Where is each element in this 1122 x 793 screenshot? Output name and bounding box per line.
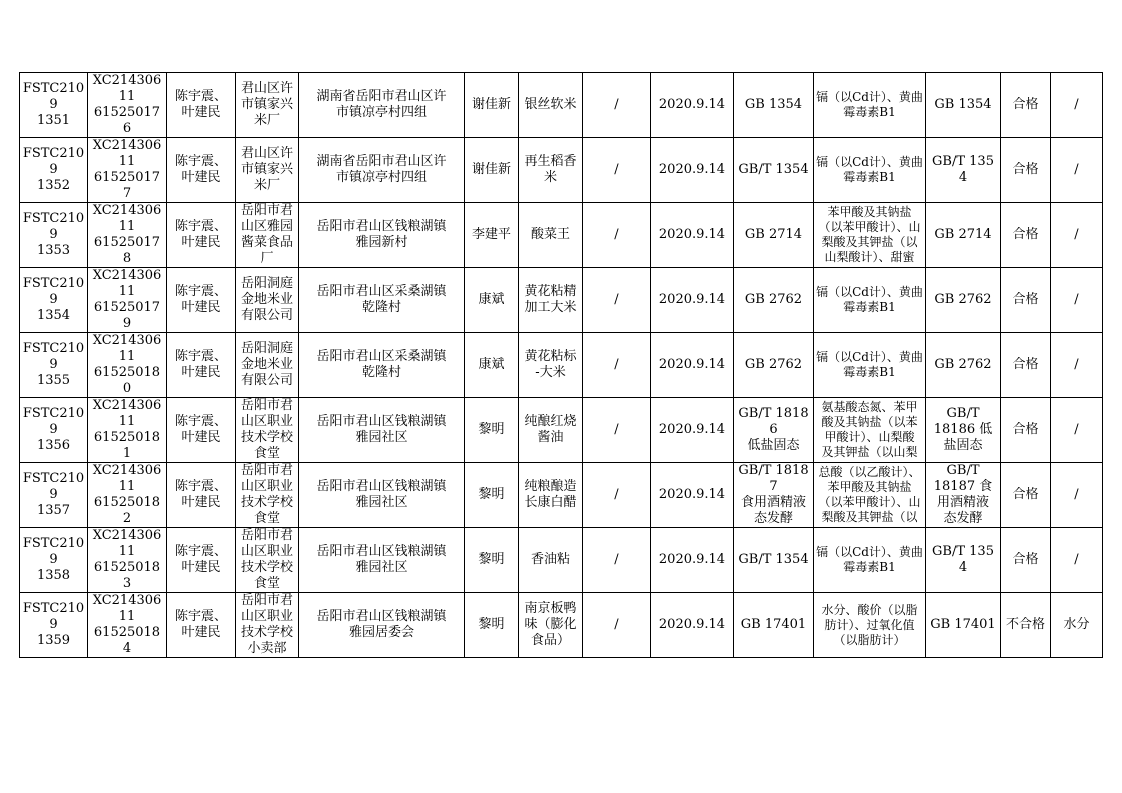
result-cell-text: 合格 bbox=[1012, 422, 1039, 437]
failed-item-cell-text: / bbox=[1074, 97, 1079, 112]
date-cell-text: 2020.9.14 bbox=[658, 292, 726, 307]
date-cell bbox=[651, 73, 734, 138]
sampler-cell bbox=[167, 138, 236, 203]
spec-cell bbox=[583, 333, 651, 398]
owner-cell bbox=[465, 73, 519, 138]
spec-cell-text: / bbox=[614, 617, 619, 632]
report-number-cell-text: FSTC2109 1355 bbox=[22, 341, 85, 388]
date-cell bbox=[651, 138, 734, 203]
report-number-cell-text: FSTC2109 1359 bbox=[22, 601, 85, 648]
report-number-cell bbox=[20, 333, 88, 398]
date-cell-text: 2020.9.14 bbox=[658, 617, 726, 632]
report-number-cell-text: FSTC2109 1351 bbox=[22, 81, 85, 128]
result-cell-text: 合格 bbox=[1012, 357, 1039, 372]
judgement-basis-cell-text: GB 2762 bbox=[934, 292, 992, 307]
test-items-cell bbox=[814, 268, 926, 333]
date-cell-text: 2020.9.14 bbox=[658, 227, 726, 242]
company-cell bbox=[236, 528, 299, 593]
owner-cell bbox=[465, 268, 519, 333]
product-cell bbox=[519, 203, 583, 268]
sampler-cell-text: 陈宇震、 叶建民 bbox=[174, 284, 227, 315]
sampler-cell bbox=[167, 333, 236, 398]
result-cell bbox=[1001, 528, 1051, 593]
spec-cell bbox=[583, 593, 651, 658]
report-number-cell-text: FSTC2109 1358 bbox=[22, 536, 85, 583]
result-cell-text: 合格 bbox=[1012, 292, 1039, 307]
standard-cell bbox=[734, 73, 814, 138]
address-cell-text: 岳阳市君山区钱粮湖镇 雅园居委会 bbox=[316, 609, 447, 640]
company-cell bbox=[236, 268, 299, 333]
judgement-basis-cell bbox=[926, 593, 1001, 658]
sample-id-cell bbox=[88, 398, 167, 463]
spec-cell-text: / bbox=[614, 357, 619, 372]
date-cell-text: 2020.9.14 bbox=[658, 97, 726, 112]
address-cell bbox=[299, 528, 465, 593]
standard-cell bbox=[734, 463, 814, 528]
judgement-basis-cell bbox=[926, 463, 1001, 528]
report-number-cell-text: FSTC2109 1353 bbox=[22, 211, 85, 258]
spec-cell bbox=[583, 73, 651, 138]
test-items-cell bbox=[814, 333, 926, 398]
report-number-cell bbox=[20, 268, 88, 333]
result-cell-text: 不合格 bbox=[1005, 617, 1045, 632]
standard-cell-text: GB 2762 bbox=[744, 292, 803, 307]
result-cell-text: 合格 bbox=[1012, 227, 1039, 242]
test-items-cell-text: 水分、酸价（以脂 肪计）、过氧化值 （以脂肪计） bbox=[821, 602, 918, 647]
result-cell bbox=[1001, 333, 1051, 398]
standard-cell bbox=[734, 268, 814, 333]
address-cell-text: 岳阳市君山区钱粮湖镇 雅园社区 bbox=[316, 414, 447, 445]
failed-item-cell bbox=[1051, 528, 1103, 593]
product-cell bbox=[519, 398, 583, 463]
product-cell bbox=[519, 73, 583, 138]
date-cell-text: 2020.9.14 bbox=[658, 552, 726, 567]
spec-cell-text: / bbox=[614, 422, 619, 437]
company-cell bbox=[236, 138, 299, 203]
table-row bbox=[20, 333, 1103, 398]
judgement-basis-cell-text: GB/T 18186 低 盐固态 bbox=[933, 406, 993, 453]
failed-item-cell bbox=[1051, 398, 1103, 463]
sample-id-cell-text: XC21430611 615250184 bbox=[92, 593, 162, 656]
sampler-cell-text: 陈宇震、 叶建民 bbox=[174, 219, 227, 250]
table-row bbox=[20, 463, 1103, 528]
standard-cell-text: GB 2714 bbox=[744, 227, 803, 242]
sample-id-cell-text: XC21430611 615250181 bbox=[92, 398, 162, 461]
failed-item-cell-text: / bbox=[1074, 422, 1079, 437]
judgement-basis-cell bbox=[926, 268, 1001, 333]
failed-item-cell bbox=[1051, 73, 1103, 138]
date-cell-text: 2020.9.14 bbox=[658, 422, 726, 437]
spec-cell bbox=[583, 463, 651, 528]
failed-item-cell bbox=[1051, 203, 1103, 268]
address-cell-text: 岳阳市君山区采桑湖镇 乾隆村 bbox=[316, 284, 447, 315]
owner-cell-text: 黎明 bbox=[478, 422, 505, 437]
table-row bbox=[20, 528, 1103, 593]
company-cell-text: 岳阳市君 山区职业 技术学校 食堂 bbox=[240, 398, 293, 461]
failed-item-cell bbox=[1051, 463, 1103, 528]
sample-id-cell bbox=[88, 528, 167, 593]
test-items-cell-text: 镉（以Cd计）、黄曲 霉毒素B1 bbox=[816, 350, 923, 379]
company-cell-text: 岳阳市君 山区职业 技术学校 食堂 bbox=[240, 463, 293, 526]
judgement-basis-cell-text: GB 2714 bbox=[934, 227, 992, 242]
judgement-basis-cell bbox=[926, 73, 1001, 138]
product-cell bbox=[519, 333, 583, 398]
report-number-cell-text: FSTC2109 1357 bbox=[22, 471, 85, 518]
spec-cell-text: / bbox=[614, 162, 619, 177]
company-cell-text: 岳阳市君 山区职业 技术学校 食堂 bbox=[240, 528, 293, 591]
failed-item-cell-text: / bbox=[1074, 357, 1079, 372]
owner-cell-text: 黎明 bbox=[478, 552, 505, 567]
judgement-basis-cell bbox=[926, 398, 1001, 463]
date-cell bbox=[651, 268, 734, 333]
report-number-cell-text: FSTC2109 1352 bbox=[22, 146, 85, 193]
address-cell bbox=[299, 593, 465, 658]
product-cell-text: 再生稻香 米 bbox=[524, 154, 577, 185]
product-cell-text: 银丝软米 bbox=[524, 97, 577, 112]
judgement-basis-cell-text: GB 1354 bbox=[934, 97, 992, 112]
result-cell bbox=[1001, 268, 1051, 333]
product-cell-text: 香油粘 bbox=[530, 552, 570, 567]
address-cell bbox=[299, 463, 465, 528]
owner-cell-text: 黎明 bbox=[478, 617, 505, 632]
address-cell bbox=[299, 333, 465, 398]
address-cell bbox=[299, 398, 465, 463]
judgement-basis-cell bbox=[926, 138, 1001, 203]
result-cell bbox=[1001, 203, 1051, 268]
address-cell-text: 湖南省岳阳市君山区许 市镇凉亭村四组 bbox=[316, 154, 447, 185]
owner-cell bbox=[465, 593, 519, 658]
test-items-cell bbox=[814, 73, 926, 138]
company-cell-text: 岳阳洞庭 金地米业 有限公司 bbox=[240, 341, 293, 388]
address-cell bbox=[299, 138, 465, 203]
sampler-cell-text: 陈宇震、 叶建民 bbox=[174, 154, 227, 185]
sample-id-cell-text: XC21430611 615250183 bbox=[92, 528, 162, 591]
test-items-cell bbox=[814, 203, 926, 268]
company-cell bbox=[236, 593, 299, 658]
product-cell bbox=[519, 268, 583, 333]
sampler-cell bbox=[167, 528, 236, 593]
failed-item-cell bbox=[1051, 268, 1103, 333]
test-items-cell bbox=[814, 463, 926, 528]
report-number-cell bbox=[20, 528, 88, 593]
inspection-results-table bbox=[19, 72, 1103, 658]
sample-id-cell-text: XC21430611 615250177 bbox=[92, 138, 162, 201]
owner-cell-text: 康斌 bbox=[478, 292, 505, 307]
spec-cell bbox=[583, 268, 651, 333]
sample-id-cell bbox=[88, 268, 167, 333]
address-cell-text: 岳阳市君山区采桑湖镇 乾隆村 bbox=[316, 349, 447, 380]
report-number-cell bbox=[20, 463, 88, 528]
owner-cell-text: 谢佳新 bbox=[471, 162, 511, 177]
table-row bbox=[20, 73, 1103, 138]
address-cell-text: 岳阳市君山区钱粮湖镇 雅园社区 bbox=[316, 544, 447, 575]
sampler-cell-text: 陈宇震、 叶建民 bbox=[174, 609, 227, 640]
judgement-basis-cell bbox=[926, 333, 1001, 398]
standard-cell bbox=[734, 203, 814, 268]
report-number-cell bbox=[20, 398, 88, 463]
address-cell bbox=[299, 268, 465, 333]
report-number-cell bbox=[20, 593, 88, 658]
company-cell-text: 君山区许 市镇家兴 米厂 bbox=[240, 146, 293, 193]
failed-item-cell-text: / bbox=[1074, 162, 1079, 177]
spec-cell-text: / bbox=[614, 292, 619, 307]
standard-cell-text: GB/T 1354 bbox=[738, 162, 809, 177]
product-cell bbox=[519, 138, 583, 203]
sample-id-cell-text: XC21430611 615250178 bbox=[92, 203, 162, 266]
report-number-cell bbox=[20, 73, 88, 138]
owner-cell bbox=[465, 463, 519, 528]
failed-item-cell bbox=[1051, 138, 1103, 203]
sample-id-cell-text: XC21430611 615250179 bbox=[92, 268, 162, 331]
standard-cell bbox=[734, 398, 814, 463]
product-cell bbox=[519, 463, 583, 528]
report-number-cell-text: FSTC2109 1354 bbox=[22, 276, 85, 323]
sample-id-cell bbox=[88, 138, 167, 203]
test-items-cell-text: 镉（以Cd计）、黄曲 霉毒素B1 bbox=[816, 155, 923, 184]
sampler-cell-text: 陈宇震、 叶建民 bbox=[174, 544, 227, 575]
test-items-cell bbox=[814, 528, 926, 593]
product-cell-text: 南京板鸭 味（膨化 食品） bbox=[524, 601, 577, 648]
test-items-cell bbox=[814, 593, 926, 658]
product-cell-text: 黄花粘标 -大米 bbox=[524, 349, 577, 380]
sample-id-cell-text: XC21430611 615250182 bbox=[92, 463, 162, 526]
test-items-cell-text: 总酸（以乙酸计）、 苯甲酸及其钠盐 （以苯甲酸计）、山 梨酸及其钾盐（以 bbox=[818, 465, 921, 524]
failed-item-cell bbox=[1051, 593, 1103, 658]
judgement-basis-cell-text: GB 2762 bbox=[934, 357, 992, 372]
test-items-cell bbox=[814, 138, 926, 203]
table-row bbox=[20, 203, 1103, 268]
date-cell bbox=[651, 528, 734, 593]
date-cell bbox=[651, 463, 734, 528]
owner-cell-text: 谢佳新 bbox=[471, 97, 511, 112]
product-cell bbox=[519, 528, 583, 593]
spec-cell bbox=[583, 138, 651, 203]
owner-cell bbox=[465, 528, 519, 593]
date-cell-text: 2020.9.14 bbox=[658, 357, 726, 372]
date-cell bbox=[651, 398, 734, 463]
result-cell bbox=[1001, 138, 1051, 203]
result-cell bbox=[1001, 593, 1051, 658]
spec-cell-text: / bbox=[614, 487, 619, 502]
report-number-cell bbox=[20, 203, 88, 268]
address-cell bbox=[299, 203, 465, 268]
sampler-cell bbox=[167, 203, 236, 268]
standard-cell bbox=[734, 593, 814, 658]
owner-cell bbox=[465, 203, 519, 268]
standard-cell-text: GB/T 1354 bbox=[738, 552, 809, 567]
standard-cell bbox=[734, 333, 814, 398]
test-items-cell-text: 苯甲酸及其钠盐 （以苯甲酸计）、山 梨酸及其钾盐（以 山梨酸计）、甜蜜 bbox=[818, 205, 921, 264]
judgement-basis-cell bbox=[926, 203, 1001, 268]
sample-id-cell-text: XC21430611 615250180 bbox=[92, 333, 162, 396]
date-cell-text: 2020.9.14 bbox=[658, 162, 726, 177]
company-cell-text: 岳阳洞庭 金地米业 有限公司 bbox=[240, 276, 293, 323]
date-cell bbox=[651, 333, 734, 398]
test-items-cell-text: 镉（以Cd计）、黄曲 霉毒素B1 bbox=[816, 545, 923, 574]
date-cell bbox=[651, 593, 734, 658]
company-cell bbox=[236, 463, 299, 528]
date-cell-text: 2020.9.14 bbox=[658, 487, 726, 502]
result-cell bbox=[1001, 398, 1051, 463]
company-cell-text: 岳阳市君 山区雅园 酱菜食品 厂 bbox=[240, 203, 293, 266]
judgement-basis-cell-text: GB/T 18187 食 用酒精液 态发酵 bbox=[933, 463, 993, 526]
standard-cell-text: GB 1354 bbox=[744, 97, 803, 112]
product-cell-text: 酸菜王 bbox=[530, 227, 570, 242]
failed-item-cell-text: / bbox=[1074, 227, 1079, 242]
company-cell bbox=[236, 203, 299, 268]
judgement-basis-cell-text: GB/T 1354 bbox=[932, 154, 994, 185]
sample-id-cell bbox=[88, 333, 167, 398]
failed-item-cell bbox=[1051, 333, 1103, 398]
failed-item-cell-text: / bbox=[1074, 487, 1079, 502]
owner-cell-text: 康斌 bbox=[478, 357, 505, 372]
sampler-cell bbox=[167, 463, 236, 528]
spec-cell-text: / bbox=[614, 552, 619, 567]
test-items-cell-text: 氨基酸态氮、苯甲 酸及其钠盐（以苯 甲酸计）、山梨酸 及其钾盐（以山梨 bbox=[821, 400, 918, 459]
spec-cell-text: / bbox=[614, 97, 619, 112]
sample-id-cell bbox=[88, 203, 167, 268]
test-items-cell-text: 镉（以Cd计）、黄曲 霉毒素B1 bbox=[816, 285, 923, 314]
judgement-basis-cell-text: GB/T 1354 bbox=[932, 544, 994, 575]
product-cell bbox=[519, 593, 583, 658]
company-cell bbox=[236, 398, 299, 463]
address-cell bbox=[299, 73, 465, 138]
test-items-cell bbox=[814, 398, 926, 463]
failed-item-cell-text: / bbox=[1074, 552, 1079, 567]
product-cell-text: 纯酿红烧 酱油 bbox=[524, 414, 577, 445]
sampler-cell bbox=[167, 268, 236, 333]
result-cell-text: 合格 bbox=[1012, 487, 1039, 502]
standard-cell bbox=[734, 138, 814, 203]
sample-id-cell bbox=[88, 73, 167, 138]
table-row bbox=[20, 138, 1103, 203]
result-cell-text: 合格 bbox=[1012, 162, 1039, 177]
table-body bbox=[20, 73, 1103, 658]
owner-cell-text: 李建平 bbox=[471, 227, 511, 242]
company-cell-text: 君山区许 市镇家兴 米厂 bbox=[240, 81, 293, 128]
date-cell bbox=[651, 203, 734, 268]
spec-cell bbox=[583, 528, 651, 593]
sampler-cell-text: 陈宇震、 叶建民 bbox=[174, 479, 227, 510]
result-cell-text: 合格 bbox=[1012, 552, 1039, 567]
report-number-cell bbox=[20, 138, 88, 203]
company-cell-text: 岳阳市君 山区职业 技术学校 小卖部 bbox=[240, 593, 293, 656]
standard-cell-text: GB 2762 bbox=[744, 357, 803, 372]
owner-cell bbox=[465, 398, 519, 463]
table-row bbox=[20, 268, 1103, 333]
owner-cell bbox=[465, 138, 519, 203]
spec-cell-text: / bbox=[614, 227, 619, 242]
judgement-basis-cell-text: GB 17401 bbox=[930, 617, 996, 632]
sampler-cell bbox=[167, 398, 236, 463]
standard-cell-text: GB/T 18187 食用酒精液 态发酵 bbox=[738, 463, 809, 526]
address-cell-text: 岳阳市君山区钱粮湖镇 雅园社区 bbox=[316, 479, 447, 510]
standard-cell bbox=[734, 528, 814, 593]
sampler-cell-text: 陈宇震、 叶建民 bbox=[174, 89, 227, 120]
table-row bbox=[20, 398, 1103, 463]
sample-id-cell-text: XC21430611 615250176 bbox=[92, 73, 162, 136]
address-cell-text: 湖南省岳阳市君山区许 市镇凉亭村四组 bbox=[316, 89, 447, 120]
result-cell bbox=[1001, 73, 1051, 138]
sampler-cell bbox=[167, 73, 236, 138]
standard-cell-text: GB 17401 bbox=[740, 617, 807, 632]
company-cell bbox=[236, 333, 299, 398]
judgement-basis-cell bbox=[926, 528, 1001, 593]
address-cell-text: 岳阳市君山区钱粮湖镇 雅园新村 bbox=[316, 219, 447, 250]
sampler-cell-text: 陈宇震、 叶建民 bbox=[174, 349, 227, 380]
result-cell-text: 合格 bbox=[1012, 97, 1039, 112]
sampler-cell bbox=[167, 593, 236, 658]
spec-cell bbox=[583, 203, 651, 268]
failed-item-cell-text: / bbox=[1074, 292, 1079, 307]
sample-id-cell bbox=[88, 593, 167, 658]
table-row bbox=[20, 593, 1103, 658]
test-items-cell-text: 镉（以Cd计）、黄曲 霉毒素B1 bbox=[816, 90, 923, 119]
company-cell bbox=[236, 73, 299, 138]
sampler-cell-text: 陈宇震、 叶建民 bbox=[174, 414, 227, 445]
owner-cell-text: 黎明 bbox=[478, 487, 505, 502]
failed-item-cell-text: 水分 bbox=[1063, 617, 1090, 632]
standard-cell-text: GB/T 18186 低盐固态 bbox=[738, 406, 809, 453]
spec-cell bbox=[583, 398, 651, 463]
product-cell-text: 纯粮酿造 长康白醋 bbox=[524, 479, 577, 510]
owner-cell bbox=[465, 333, 519, 398]
sample-id-cell bbox=[88, 463, 167, 528]
result-cell bbox=[1001, 463, 1051, 528]
report-number-cell-text: FSTC2109 1356 bbox=[22, 406, 85, 453]
product-cell-text: 黄花粘精 加工大米 bbox=[524, 284, 577, 315]
